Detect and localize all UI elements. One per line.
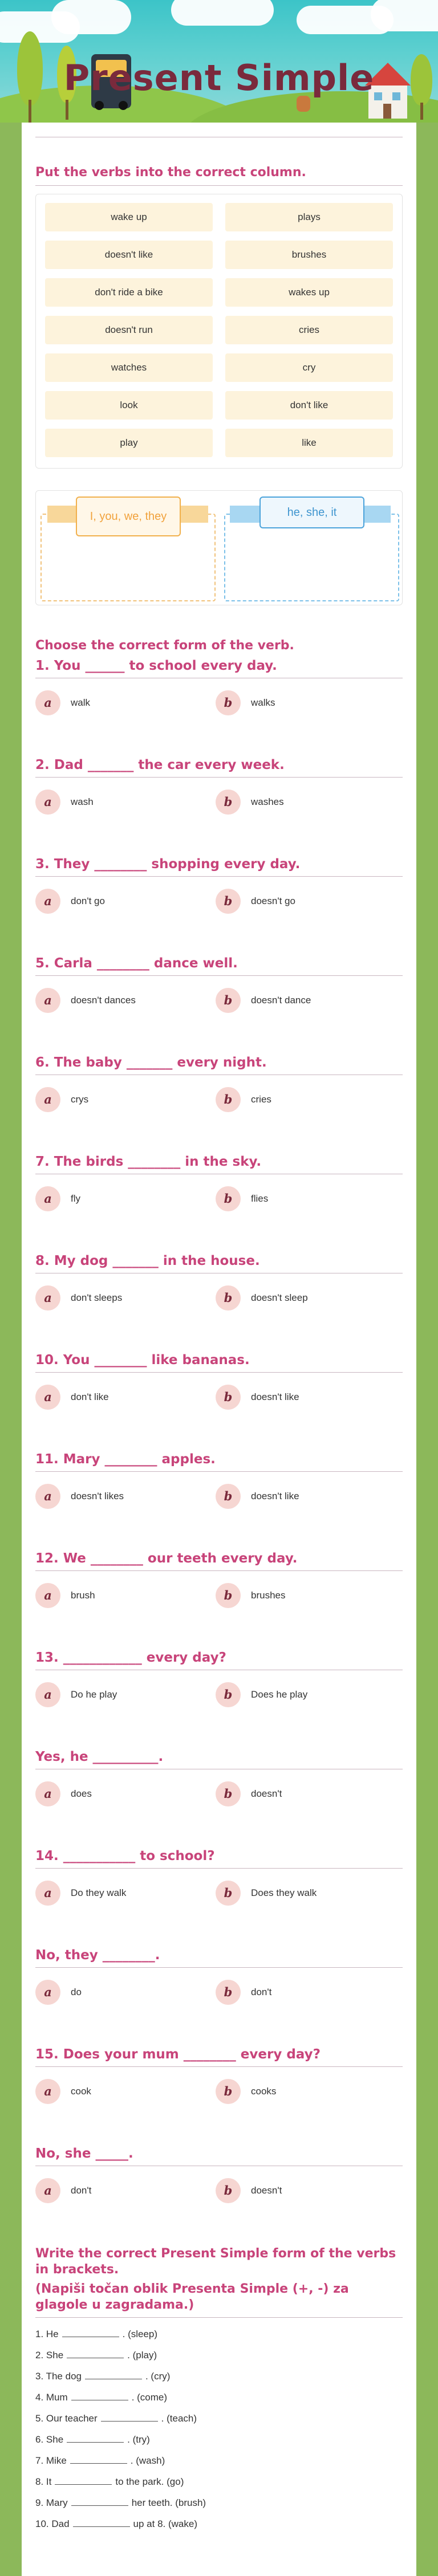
option-letter-badge: b <box>216 1583 241 1608</box>
answer-blank-input[interactable] <box>62 2329 119 2337</box>
answer-blank-input[interactable] <box>67 2350 124 2358</box>
question-text: 6. The baby _______ every night. <box>35 1055 267 1070</box>
fill-in-item <box>35 2497 206 2509</box>
mc-instruction: Choose the correct form of the verb. <box>35 638 294 653</box>
option-text: doesn't <box>251 2185 282 2196</box>
answer-option-b[interactable] <box>216 2178 387 2203</box>
word-tile[interactable]: don't like <box>225 391 393 420</box>
fill-in-item <box>35 2392 167 2403</box>
worksheet <box>22 123 416 2576</box>
option-text: doesn't go <box>251 896 295 906</box>
fill-in-prefix: 4. Mum <box>35 2392 68 2403</box>
fill-in-item <box>35 2350 157 2361</box>
option-text: doesn't like <box>251 1391 299 1402</box>
option-text: don't like <box>71 1391 109 1402</box>
column-header-plural: I, you, we, they <box>76 497 181 536</box>
word-tile[interactable]: cries <box>225 316 393 344</box>
option-text: don't sleeps <box>71 1292 123 1303</box>
fill-in-suffix: . (try) <box>127 2434 150 2445</box>
answer-option-a[interactable] <box>35 2178 206 2203</box>
fill-in-suffix: . (sleep) <box>122 2329 158 2339</box>
fill-in-suffix: . (wash) <box>130 2455 165 2466</box>
question-text: Yes, he __________. <box>35 1749 164 1764</box>
answer-option-b[interactable] <box>216 790 387 815</box>
option-text: don't go <box>71 896 105 906</box>
question-divider <box>35 1372 403 1373</box>
question-divider <box>35 975 403 976</box>
answer-blank-input[interactable] <box>71 2497 128 2506</box>
answer-option-b[interactable] <box>216 1881 387 1906</box>
word-bank <box>35 194 403 469</box>
word-tile[interactable]: don't ride a bike <box>45 278 213 307</box>
question-text: 10. You ________ like bananas. <box>35 1353 250 1368</box>
option-text: Does they walk <box>251 1887 317 1898</box>
option-text: don't <box>251 1987 272 1997</box>
word-tile[interactable]: wake up <box>45 203 213 231</box>
column-header-singular: he, she, it <box>259 497 364 528</box>
word-tile[interactable]: plays <box>225 203 393 231</box>
answer-option-a[interactable] <box>35 1781 206 1806</box>
option-letter-badge: a <box>35 1682 60 1707</box>
fill-in-item <box>35 2329 157 2340</box>
option-text: do <box>71 1987 82 1997</box>
word-tile[interactable]: like <box>225 429 393 457</box>
option-text: doesn't likes <box>71 1491 124 1501</box>
answer-option-b[interactable] <box>216 1781 387 1806</box>
option-text: doesn't like <box>251 1491 299 1501</box>
answer-option-a[interactable] <box>35 1583 206 1608</box>
option-text: washes <box>251 796 284 807</box>
option-letter-badge: a <box>35 2079 60 2104</box>
option-letter-badge: b <box>216 1186 241 1211</box>
sort-instruction: Put the verbs into the correct column. <box>35 165 306 180</box>
answer-blank-input[interactable] <box>67 2434 124 2443</box>
question-divider <box>35 1471 403 1472</box>
option-letter-badge: a <box>35 988 60 1013</box>
answer-option-a[interactable] <box>35 1484 206 1509</box>
answer-option-a[interactable] <box>35 1881 206 1906</box>
answer-option-b[interactable] <box>216 1682 387 1707</box>
option-text: doesn't dance <box>251 995 311 1006</box>
answer-blank-input[interactable] <box>85 2371 142 2379</box>
write-instruction: Write the correct Present Simple form of the verbs in brackets. <box>35 2247 396 2277</box>
question-text: 5. Carla ________ dance well. <box>35 956 238 971</box>
answer-option-b[interactable] <box>216 1980 387 2005</box>
question-divider <box>35 876 403 877</box>
word-tile[interactable]: wakes up <box>225 278 393 307</box>
option-letter-badge: b <box>216 690 241 715</box>
fill-in-prefix: 2. She <box>35 2350 64 2361</box>
word-tile[interactable]: cry <box>225 353 393 382</box>
option-letter-badge: a <box>35 790 60 815</box>
option-text: doesn't sleep <box>251 1292 308 1303</box>
word-tile[interactable]: watches <box>45 353 213 382</box>
question-text: 2. Dad _______ the car every week. <box>35 758 285 772</box>
option-letter-badge: a <box>35 1484 60 1509</box>
option-letter-badge: b <box>216 889 241 914</box>
answer-option-a[interactable] <box>35 1186 206 1211</box>
option-text: walks <box>251 697 275 708</box>
sort-columns <box>35 490 403 605</box>
option-letter-badge: b <box>216 790 241 815</box>
question-text: 7. The birds ________ in the sky. <box>35 1154 262 1169</box>
option-letter-badge: a <box>35 2178 60 2203</box>
option-letter-badge: b <box>216 1980 241 2005</box>
fill-in-suffix: . (cry) <box>145 2371 171 2382</box>
word-tile[interactable]: look <box>45 391 213 420</box>
fill-in-prefix: 9. Mary <box>35 2497 68 2508</box>
answer-option-a[interactable] <box>35 1385 206 1410</box>
answer-option-b[interactable] <box>216 1385 387 1410</box>
question-text: 13. ____________ every day? <box>35 1650 226 1665</box>
option-letter-badge: b <box>216 988 241 1013</box>
answer-option-a[interactable] <box>35 690 206 715</box>
word-tile[interactable]: play <box>45 429 213 457</box>
fill-in-suffix: to the park. (go) <box>115 2476 184 2487</box>
option-text: walk <box>71 697 91 708</box>
option-letter-badge: a <box>35 1087 60 1112</box>
question-text: 14. ___________ to school? <box>35 1849 215 1863</box>
fill-in-prefix: 6. She <box>35 2434 64 2445</box>
answer-option-b[interactable] <box>216 1285 387 1311</box>
option-text: crys <box>71 1094 89 1105</box>
option-letter-badge: b <box>216 1881 241 1906</box>
fill-in-prefix: 10. Dad <box>35 2518 70 2529</box>
answer-option-a[interactable] <box>35 790 206 815</box>
answer-option-a[interactable] <box>35 889 206 914</box>
answer-option-a[interactable] <box>35 1087 206 1112</box>
question-text: 3. They ________ shopping every day. <box>35 857 301 872</box>
option-text: Do he play <box>71 1689 117 1700</box>
answer-option-b[interactable] <box>216 2079 387 2104</box>
option-text: brushes <box>251 1590 286 1601</box>
fill-in-item <box>35 2455 165 2467</box>
question-text: 8. My dog _______ in the house. <box>35 1254 260 1268</box>
option-text: flies <box>251 1193 269 1204</box>
option-letter-badge: b <box>216 1682 241 1707</box>
question-divider <box>35 1967 403 1968</box>
answer-blank-input[interactable] <box>71 2392 128 2400</box>
question-text: 15. Does your mum ________ every day? <box>35 2047 321 2062</box>
option-text: cries <box>251 1094 271 1105</box>
answer-blank-input[interactable] <box>101 2413 158 2422</box>
option-letter-badge: a <box>35 1881 60 1906</box>
option-letter-badge: b <box>216 1285 241 1311</box>
option-letter-badge: b <box>216 1385 241 1410</box>
option-text: brush <box>71 1590 95 1601</box>
fill-in-prefix: 5. Our teacher <box>35 2413 98 2424</box>
word-tile[interactable]: doesn't like <box>45 241 213 269</box>
question-divider <box>35 1868 403 1869</box>
option-letter-badge: b <box>216 2079 241 2104</box>
option-letter-badge: a <box>35 1385 60 1410</box>
answer-option-b[interactable] <box>216 690 387 715</box>
option-letter-badge: a <box>35 889 60 914</box>
fill-in-suffix: her teeth. (brush) <box>131 2497 206 2508</box>
answer-option-a[interactable] <box>35 1980 206 2005</box>
answer-option-b[interactable] <box>216 988 387 1013</box>
option-letter-badge: a <box>35 1285 60 1311</box>
question-text: No, they ________. <box>35 1948 160 1963</box>
answer-blank-input[interactable] <box>70 2455 127 2464</box>
option-text: don't <box>71 2185 92 2196</box>
fill-in-suffix: up at 8. (wake) <box>133 2518 197 2529</box>
question-divider <box>35 2066 403 2067</box>
answer-option-a[interactable] <box>35 1285 206 1311</box>
option-letter-badge: a <box>35 1980 60 2005</box>
question-divider <box>35 1570 403 1571</box>
answer-option-a[interactable] <box>35 988 206 1013</box>
fill-in-suffix: . (teach) <box>161 2413 197 2424</box>
fill-in-item <box>35 2434 150 2445</box>
answer-option-b[interactable] <box>216 1186 387 1211</box>
option-text: does <box>71 1788 92 1799</box>
fill-in-prefix: 3. The dog <box>35 2371 82 2382</box>
option-letter-badge: b <box>216 2178 241 2203</box>
header-banner <box>0 0 438 123</box>
page-title: Present Simple <box>63 57 375 99</box>
answer-option-b[interactable] <box>216 1583 387 1608</box>
question-text: 12. We ________ our teeth every day. <box>35 1551 298 1566</box>
question-text: 11. Mary ________ apples. <box>35 1452 216 1467</box>
option-letter-badge: a <box>35 690 60 715</box>
answer-option-a[interactable] <box>35 1682 206 1707</box>
option-text: wash <box>71 796 94 807</box>
question-divider <box>35 777 403 778</box>
option-letter-badge: a <box>35 1583 60 1608</box>
fill-in-prefix: 8. It <box>35 2476 52 2487</box>
fill-in-suffix: . (come) <box>131 2392 168 2403</box>
fill-in-item <box>35 2518 197 2530</box>
option-letter-badge: b <box>216 1087 241 1112</box>
answer-option-b[interactable] <box>216 889 387 914</box>
answer-blank-input[interactable] <box>73 2518 130 2527</box>
fill-in-prefix: 7. Mike <box>35 2455 67 2466</box>
answer-blank-input[interactable] <box>55 2476 112 2485</box>
option-text: cook <box>71 2086 91 2097</box>
answer-option-b[interactable] <box>216 1087 387 1112</box>
option-text: cooks <box>251 2086 277 2097</box>
write-subinstruction: (Napiši točan oblik Presenta Simple (+, -) za glagole u zagradama.) <box>35 2282 349 2312</box>
question-text: No, she _____. <box>35 2146 133 2161</box>
fill-in-prefix: 1. He <box>35 2329 59 2339</box>
option-text: Do they walk <box>71 1887 127 1898</box>
option-letter-badge: b <box>216 1484 241 1509</box>
option-text: fly <box>71 1193 80 1204</box>
option-letter-badge: a <box>35 1781 60 1806</box>
question-text: 1. You ______ to school every day. <box>35 658 277 673</box>
word-tile[interactable]: brushes <box>225 241 393 269</box>
answer-option-a[interactable] <box>35 2079 206 2104</box>
fill-in-item <box>35 2413 197 2424</box>
option-text: Does he play <box>251 1689 308 1700</box>
option-letter-badge: b <box>216 1781 241 1806</box>
fill-in-suffix: . (play) <box>127 2350 157 2361</box>
option-letter-badge: a <box>35 1186 60 1211</box>
fill-in-item <box>35 2371 170 2382</box>
option-text: doesn't dances <box>71 995 136 1006</box>
option-text: doesn't <box>251 1788 282 1799</box>
word-tile[interactable]: doesn't run <box>45 316 213 344</box>
fill-in-item <box>35 2476 184 2488</box>
answer-option-b[interactable] <box>216 1484 387 1509</box>
